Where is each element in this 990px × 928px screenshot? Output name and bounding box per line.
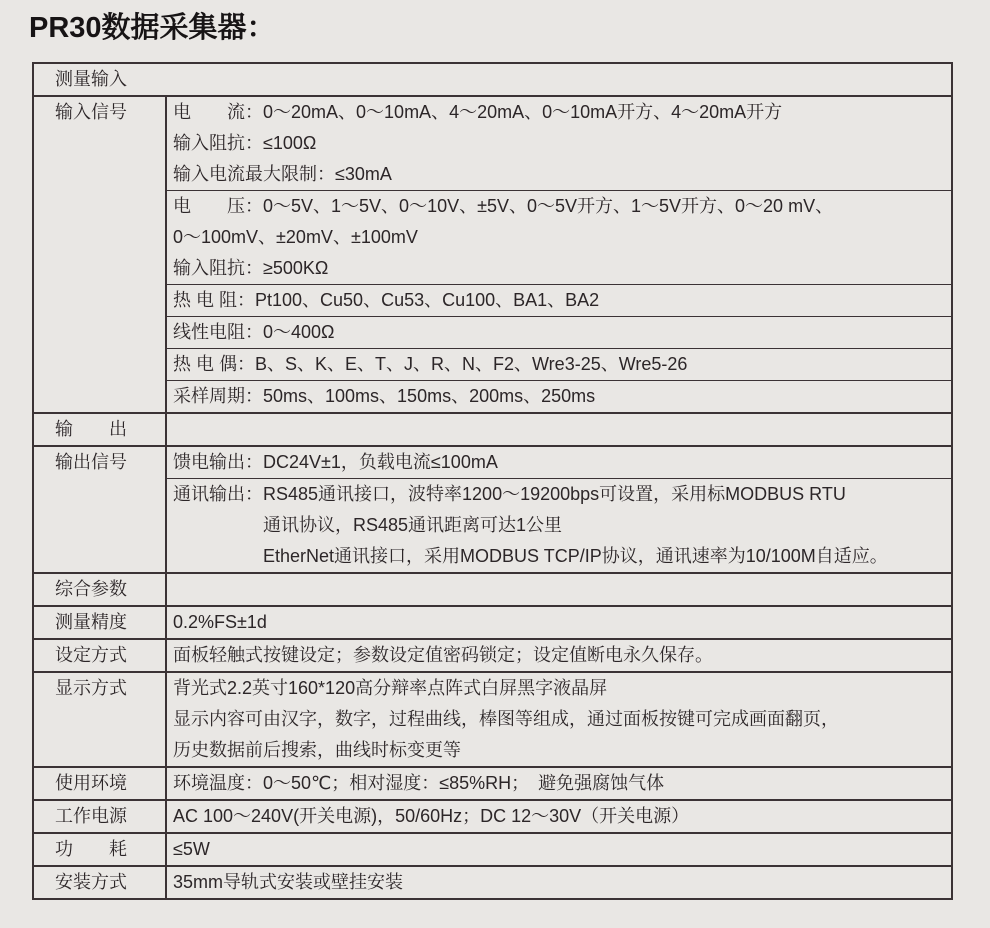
spec-cell <box>167 673 951 766</box>
spec-line: 馈电输出：DC24V±1，负载电流≤100mA <box>173 452 498 472</box>
spec-table <box>32 62 953 900</box>
spec-cell <box>167 190 951 284</box>
row-label-text: 使用环境 <box>55 773 127 793</box>
spec-cell <box>167 316 951 348</box>
spec-cell <box>167 348 951 380</box>
spec-line: 通讯协议，RS485通讯距离可达1公里 <box>173 515 563 535</box>
table-row <box>34 766 951 799</box>
spec-line: 输入阻抗：≥500KΩ <box>173 258 329 278</box>
table-row <box>34 799 951 832</box>
spec-cell <box>167 768 951 799</box>
spec-cell <box>167 801 951 832</box>
spec-line: 环境温度：0～50℃；相对湿度：≤85%RH； 避免强腐蚀气体 <box>173 773 665 793</box>
row-content <box>167 97 951 412</box>
row-content <box>167 673 951 766</box>
spec-line: AC 100～240V(开关电源)，50/60Hz；DC 12～30V（开关电源） <box>173 806 690 826</box>
spec-cell <box>167 834 951 865</box>
row-content <box>167 768 951 799</box>
spec-line: 采样周期：50ms、100ms、150ms、200ms、250ms <box>173 386 596 406</box>
spec-line: 热 电 偶：B、S、K、E、T、J、R、N、F2、Wre3-25、Wre5-26 <box>173 354 688 374</box>
row-content <box>167 607 951 638</box>
spec-line: 0.2%FS±1d <box>173 612 267 632</box>
table-row <box>34 605 951 638</box>
row-label <box>34 673 167 766</box>
row-content <box>167 574 951 605</box>
row-label-text: 输出信号 <box>55 452 127 472</box>
row-label <box>34 414 167 445</box>
page-title: PR30数据采集器： <box>29 12 276 44</box>
row-label-text: 功 耗 <box>55 839 127 859</box>
row-label-text: 综合参数 <box>55 579 127 599</box>
row-label <box>34 447 167 572</box>
row-label <box>34 867 167 898</box>
row-label-text: 工作电源 <box>55 806 127 826</box>
spec-cell <box>167 574 951 605</box>
spec-cell <box>167 380 951 412</box>
spec-line: 面板轻触式按键设定；参数设定值密码锁定；设定值断电永久保存。 <box>173 645 713 665</box>
table-row <box>34 95 951 412</box>
row-label-text: 设定方式 <box>55 645 127 665</box>
row-label-text: 显示方式 <box>55 678 127 698</box>
spec-line: ≤5W <box>173 839 210 859</box>
spec-line: 电 压：0～5V、1～5V、0～10V、±5V、0～5V开方、1～5V开方、0～20 mV、 <box>173 196 834 216</box>
spec-line: 35mm导轨式安装或壁挂安装 <box>173 872 404 892</box>
table-row <box>34 865 951 898</box>
row-content <box>167 867 951 898</box>
row-label-text: 输入信号 <box>55 102 127 122</box>
spec-cell <box>167 607 951 638</box>
table-row <box>34 445 951 572</box>
row-label <box>34 574 167 605</box>
spec-cell <box>167 478 951 572</box>
table-row <box>34 572 951 605</box>
row-content <box>167 640 951 671</box>
spec-cell <box>167 640 951 671</box>
table-row <box>34 671 951 766</box>
row-content <box>167 414 951 445</box>
row-label <box>34 834 167 865</box>
spec-line: 背光式2.2英寸160*120高分辩率点阵式白屏黑字液晶屏 <box>173 678 608 698</box>
row-label <box>34 64 951 95</box>
table-row <box>34 638 951 671</box>
spec-cell <box>167 867 951 898</box>
row-content <box>167 834 951 865</box>
row-label-text: 测量输入 <box>55 69 127 89</box>
spec-line: EtherNet通讯接口，采用MODBUS TCP/IP协议，通讯速率为10/100M自适应。 <box>173 546 888 566</box>
row-label <box>34 640 167 671</box>
spec-line: 输入阻抗：≤100Ω <box>173 133 317 153</box>
spec-cell <box>167 414 951 445</box>
row-content <box>167 447 951 572</box>
spec-line: 通讯输出：RS485通讯接口，波特率1200～19200bps可设置，采用标MODBUS RTU <box>173 484 846 504</box>
row-label-text: 安装方式 <box>55 872 127 892</box>
spec-line: 电 流：0～20mA、0～10mA、4～20mA、0～10mA开方、4～20mA开方 <box>173 102 783 122</box>
row-label <box>34 607 167 638</box>
spec-line: 输入电流最大限制：≤30mA <box>173 164 392 184</box>
spec-cell <box>167 447 951 478</box>
spec-line: 历史数据前后搜索，曲线时标变更等 <box>173 740 461 760</box>
row-label <box>34 768 167 799</box>
spec-line: 显示内容可由汉字，数字，过程曲线，棒图等组成，通过面板按键可完成画面翻页， <box>173 709 839 729</box>
spec-cell <box>167 97 951 190</box>
spec-line: 0～100mV、±20mV、±100mV <box>173 227 418 247</box>
table-row <box>34 412 951 445</box>
table-row <box>34 832 951 865</box>
spec-cell <box>167 284 951 316</box>
row-label <box>34 801 167 832</box>
row-label-text: 测量精度 <box>55 612 127 632</box>
table-row <box>34 64 951 95</box>
row-content <box>167 801 951 832</box>
row-label <box>34 97 167 412</box>
spec-line: 热 电 阻：Pt100、Cu50、Cu53、Cu100、BA1、BA2 <box>173 290 600 310</box>
spec-line: 线性电阻：0～400Ω <box>173 322 335 342</box>
row-label-text: 输 出 <box>55 419 127 439</box>
